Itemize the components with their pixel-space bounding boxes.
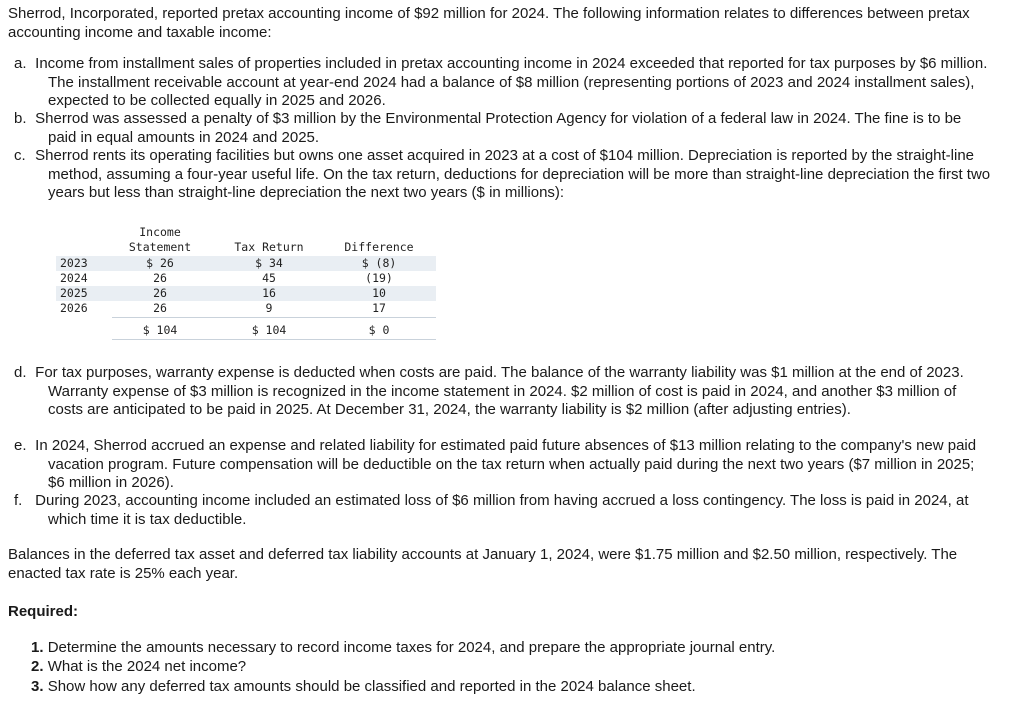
required-item-2-text: What is the 2024 net income?	[47, 658, 247, 675]
item-d: d. For tax purposes, warranty expense is deducted when costs are paid. The balance of the warranty liability was $1 million at the end of 2023. Warranty expense of $3 million is recognized in the income statement in 2024. $2 million of cost is paid in 2024, and another $3 million of costs are anticipated to be paid in 2025. At December 31, 2024, the warranty liability is $2 million (after adjusting entries).	[14, 364, 964, 418]
balances-paragraph: Balances in the deferred tax asset and deferred tax liability accounts at January 1, 2024, were $1.75 million and $2.50 million, respectively. The enacted tax rate is 25% each year.	[8, 546, 958, 582]
required-heading: Required:	[8, 603, 79, 620]
income-total: $ 104	[142, 323, 178, 337]
item-b: b. Sherrod was assessed a penalty of $3 million by the Environmental Protection Agency for violation of a federal law in 2024. The fine is to be paid in equal amounts in 2024 and 2025.	[14, 110, 962, 146]
required-item-3-text: Show how any deferred tax amounts should be classified and reported in the 2024 balance sheet.	[47, 678, 696, 695]
year-cell: 2023	[60, 256, 88, 270]
totals-row	[56, 322, 436, 338]
required-item-2	[31, 657, 246, 676]
total-underline	[112, 339, 436, 340]
required-item-3	[31, 677, 696, 696]
table-row	[56, 286, 436, 301]
tax-cell: $ 34	[255, 256, 283, 270]
header-income-line1: Income	[139, 225, 181, 239]
income-cell: 26	[153, 271, 167, 285]
income-cell: 26	[153, 301, 167, 315]
item-f: f. During 2023, accounting income included an estimated loss of $6 million from having accrued a loss contingency. The loss is paid in 2024, at which time it is tax deductible.	[14, 492, 969, 528]
required-item-1	[31, 638, 775, 657]
income-cell: 26	[153, 286, 167, 300]
item-e: e. In 2024, Sherrod accrued an expense and related liability for estimated paid future absences of $13 million relating to the company's new paid vacation program. Future compensation will be deductible on the tax return when actually paid during the next two years ($7 million in 2025; $6 million in 2026).	[14, 437, 977, 491]
header-income-statement	[116, 225, 204, 255]
income-cell: $ 26	[146, 256, 174, 270]
difference-total: $ 0	[368, 323, 390, 337]
table-row	[56, 256, 436, 271]
tax-total: $ 104	[251, 323, 287, 337]
table-row	[56, 301, 436, 316]
required-item-1-number: 1.	[31, 639, 44, 656]
item-a: a. Income from installment sales of properties included in pretax accounting income in 2024 exceeded that reported for tax purposes by $6 million. The installment receivable account at year-end 2024 had a balance of $8 million (representing portions of 2023 and 2024 installment sales), expected to be collected equally in 2025 and 2026.	[14, 55, 988, 109]
item-f-text: During 2023, accounting income included an estimated loss of $6 million from having accrued a loss contingency. The loss is paid in 2024, at which time it is tax deductible.	[35, 492, 969, 528]
header-income-line2: Statement	[128, 240, 192, 254]
year-cell: 2025	[60, 286, 88, 300]
item-e-text: In 2024, Sherrod accrued an expense and related liability for estimated paid future absences of $13 million relating to the company's new paid vacation program. Future compensation will be deductible on the tax return when actually paid during the next two years ($7 million in 2025; $6 million in 2026).	[35, 437, 977, 491]
item-c-text: Sherrod rents its operating facilities but owns one asset acquired in 2023 at a cost of $104 million. Depreciation is reported by the straight-line method, assuming a four-year useful life. On the tax return, deductions for depreciation will be more than straight-line depreciation the first two years but less than straight-line depreciation the next two years ($ in millions):	[35, 147, 991, 201]
year-cell: 2026	[60, 301, 88, 315]
difference-cell: 10	[372, 286, 386, 300]
required-item-2-number: 2.	[31, 658, 44, 675]
tax-cell: 45	[262, 271, 276, 285]
year-cell: 2024	[60, 271, 88, 285]
difference-cell: (19)	[365, 271, 393, 285]
item-c: c. Sherrod rents its operating facilities but owns one asset acquired in 2023 at a cost of $104 million. Depreciation is reported by the straight-line method, assuming a four-year useful life. On the tax return, deductions for depreciation will be more than straight-line depreciation the first two years but less than straight-line depreciation the next two years ($ in millions):	[14, 147, 991, 201]
required-item-3-number: 3.	[31, 678, 44, 695]
difference-cell: 17	[372, 301, 386, 315]
item-b-text: Sherrod was assessed a penalty of $3 million by the Environmental Protection Agency for violation of a federal law in 2024. The fine is to be paid in equal amounts in 2024 and 2025.	[35, 110, 962, 146]
item-a-text: Income from installment sales of properties included in pretax accounting income in 2024 exceeded that reported for tax purposes by $6 million. The installment receivable account at year-end 2024 had a balance of $8 million (representing portions of 2023 and 2024 installment sales), expected to be collected equally in 2025 and 2026.	[35, 55, 988, 109]
difference-cell: $ (8)	[361, 256, 397, 270]
required-item-1-text: Determine the amounts necessary to record income taxes for 2024, and prepare the appropriate journal entry.	[47, 639, 776, 656]
tax-cell: 9	[265, 301, 273, 315]
table-row	[56, 271, 436, 286]
tax-cell: 16	[262, 286, 276, 300]
total-rule	[112, 317, 436, 318]
item-d-text: For tax purposes, warranty expense is deducted when costs are paid. The balance of the warranty liability was $1 million at the end of 2023. Warranty expense of $3 million is recognized in the income statement in 2024. $2 million of cost is paid in 2024, and another $3 million of costs are anticipated to be paid in 2025. At December 31, 2024, the warranty liability is $2 million (after adjusting entries).	[35, 364, 964, 418]
intro-paragraph: Sherrod, Incorporated, reported pretax accounting income of $92 million for 2024. The following information relates to differences between pretax accounting income and taxable income:	[8, 5, 970, 41]
header-tax-return: Tax Return	[234, 240, 304, 254]
header-difference: Difference	[344, 240, 414, 254]
